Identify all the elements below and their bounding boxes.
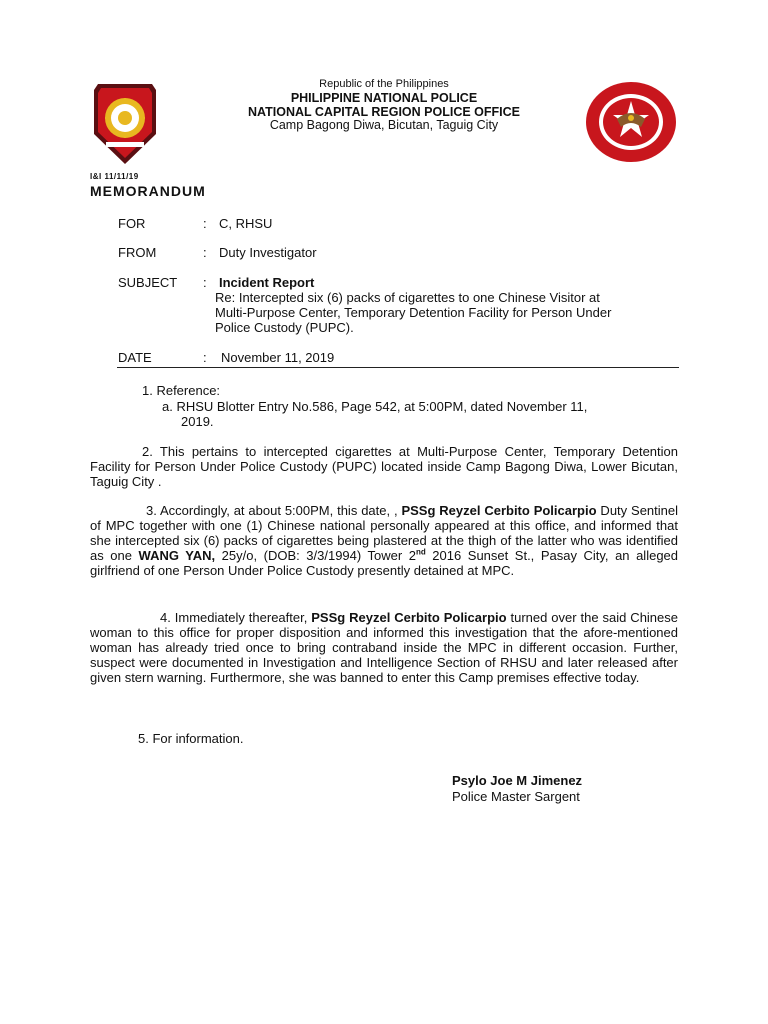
header-republic: Republic of the Philippines [319,78,449,90]
paragraph-3-text-b: Duty Sentinel of MPC together with one (1) Chinese national personally appeared at this office, and informed that she intercepted six (6) packs of cigarettes being plastered at the thigh of the latter who was identified as one [90,503,679,563]
header-divider [117,367,679,368]
date-label: DATE [118,350,152,365]
subject-line-1: Re: Intercepted six (6) packs of cigarettes to one Chinese Visitor at [215,290,600,305]
for-colon: : [203,216,207,231]
from-label: FROM [118,245,157,260]
reference-heading: 1. Reference: [142,383,221,398]
subject-label: SUBJECT [118,275,178,290]
paragraph-3-text-d: 2016 Sunset St., Pasay City, an alleged girlfriend of one Person Under Police Custody presently detained at MPC. [90,548,679,578]
paragraph-3 [90,503,678,578]
reference-item-a-line-1: a. RHSU Blotter Entry No.586, Page 542, at 5:00PM, dated November 11, [162,399,588,414]
paragraph-2: 2. This pertains to intercepted cigarettes at Multi-Purpose Center, Temporary Detention Facility for Person Under Police Custody (PUPC) located inside Camp Bagong Diwa, Lower Bicutan, Taguig City . [90,444,678,489]
suspect-name: WANG YAN, [138,548,216,563]
paragraph-4-text-a: 4. Immediately thereafter, [160,610,312,625]
reference-item-a-line-2: 2019. [181,414,214,429]
paragraph-4 [90,610,678,685]
subject-colon: : [203,275,207,290]
header-pnp: PHILIPPINE NATIONAL POLICE [290,91,478,105]
sentinel-name: PSSg Reyzel Cerbito Policarpio [401,503,597,518]
subject-line-3: Police Custody (PUPC). [215,320,354,335]
subject-line-2: Multi-Purpose Center, Temporary Detention Facility for Person Under [215,305,612,320]
from-value: Duty Investigator [219,245,317,260]
paragraph-3-text-c: 25y/o, (DOB: 3/3/1994) Tower 2 [215,548,416,563]
from-colon: : [203,245,207,260]
sentinel-name-2: PSSg Reyzel Cerbito Policarpio [311,610,507,625]
for-label: FOR [118,216,146,231]
paragraph-3-text-a: 3. Accordingly, at about 5:00PM, this date, , [146,503,402,518]
memo-title: MEMORANDUM [90,183,206,199]
reference-code: I&I 11/11/19 [90,172,139,181]
signatory-name: Psylo Joe M Jimenez [452,773,583,788]
paragraph-4-text-b: turned over the said Chinese woman to this office for proper disposition and informed this investigation that the afore-mentioned woman has already tried once to bring contraband inside the MPC in different occasion. Further, suspect were documented in Investigation and Intelligence Section of RHSU and later released after given stern warning. Furthermore, she was banned to enter this Camp premises effective today. [90,610,678,685]
signatory-title: Police Master Sargent [452,789,580,804]
for-value: C, RHSU [219,216,273,231]
date-value: November 11, 2019 [221,350,335,365]
date-colon: : [203,350,207,365]
ordinal-suffix: nd [415,547,426,557]
header-address: Camp Bagong Diwa, Bicutan, Taguig City [269,118,499,132]
header-ncrpo: NATIONAL CAPITAL REGION POLICE OFFICE [248,105,520,119]
paragraph-5: 5. For information. [138,731,244,746]
subject-title: Incident Report [219,275,315,290]
